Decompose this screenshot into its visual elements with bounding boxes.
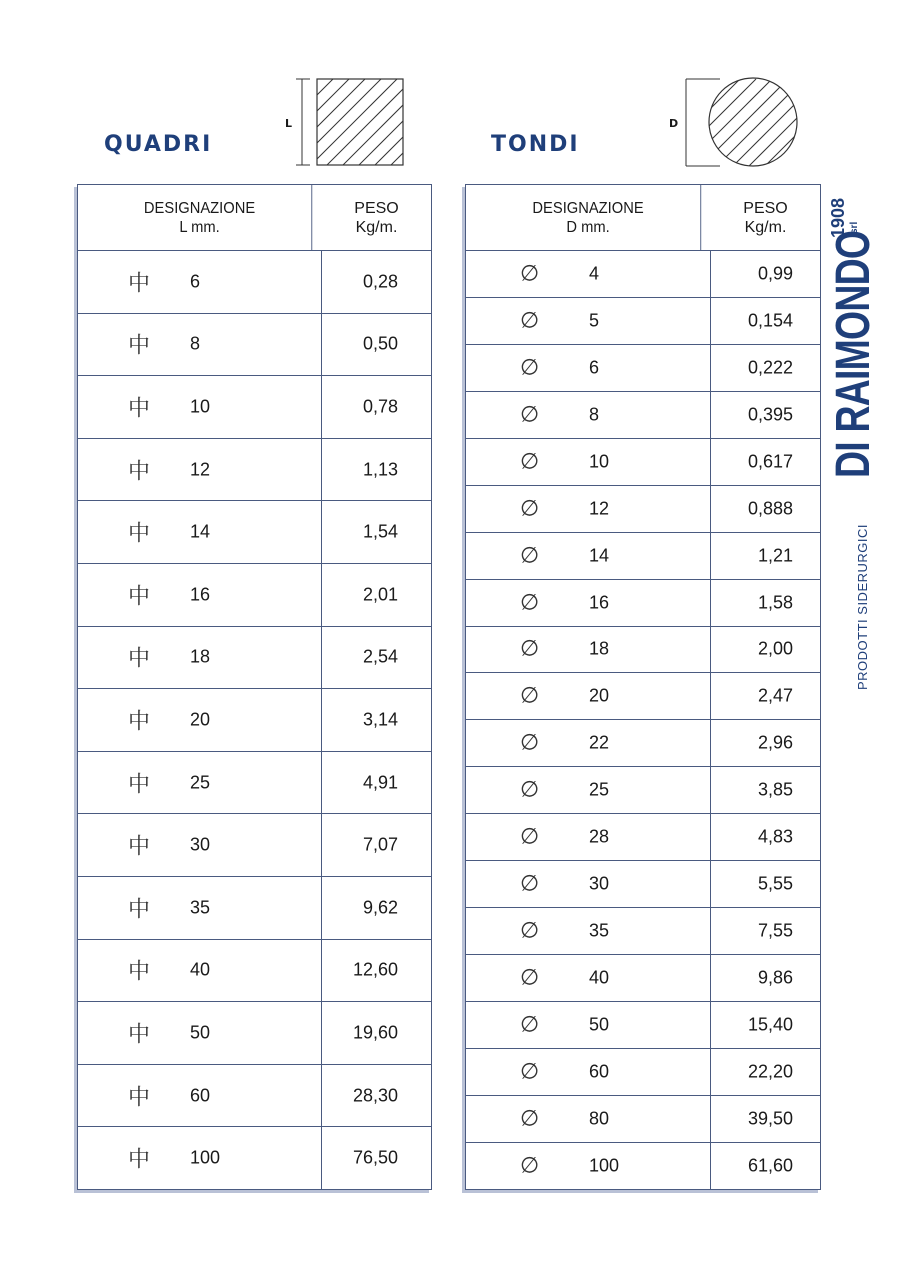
diameter-icon: ∅ bbox=[520, 777, 540, 803]
square-section-icon: 中 bbox=[128, 584, 151, 610]
tondi-size: 80 bbox=[589, 1108, 610, 1129]
tondi-size: 30 bbox=[589, 873, 610, 894]
quadri-size: 16 bbox=[190, 584, 211, 605]
tondi-header-des-line2: D mm. bbox=[566, 218, 610, 236]
tondi-table bbox=[465, 184, 821, 1190]
tondi-table-row bbox=[466, 627, 820, 674]
quadri-size: 14 bbox=[190, 521, 211, 542]
tondi-header-peso bbox=[711, 185, 820, 250]
tondi-table-row bbox=[466, 1002, 820, 1049]
tondi-weight: 5,55 bbox=[757, 873, 793, 894]
tondi-table-row bbox=[466, 392, 820, 439]
quadri-size: 100 bbox=[190, 1147, 221, 1168]
tondi-size: 12 bbox=[589, 498, 610, 519]
tondi-table-row bbox=[466, 814, 820, 861]
diameter-icon: ∅ bbox=[520, 590, 540, 616]
quadri-size: 60 bbox=[190, 1085, 211, 1106]
quadri-table-row bbox=[78, 251, 431, 314]
brand-year: 1908 bbox=[828, 197, 848, 238]
square-section-icon: 中 bbox=[128, 1147, 151, 1173]
square-section-icon: 中 bbox=[128, 521, 151, 547]
square-section-icon: 中 bbox=[128, 459, 151, 485]
square-section-icon: 中 bbox=[128, 709, 151, 735]
tondi-weight: 1,21 bbox=[757, 545, 793, 566]
tondi-table-header bbox=[466, 185, 820, 251]
quadri-size: 12 bbox=[190, 459, 211, 480]
square-section-icon: 中 bbox=[128, 1022, 151, 1048]
quadri-dim-label: L bbox=[285, 117, 293, 130]
quadri-title: QUADRI bbox=[104, 132, 213, 157]
quadri-weight: 19,60 bbox=[352, 1022, 398, 1043]
diameter-icon: ∅ bbox=[520, 636, 540, 662]
tondi-table-row bbox=[466, 955, 820, 1002]
tondi-rows bbox=[466, 251, 820, 1189]
diameter-icon: ∅ bbox=[520, 449, 540, 475]
quadri-rows bbox=[78, 251, 431, 1189]
brand-name: DI RAIMONDO bbox=[827, 230, 880, 478]
tondi-table-row bbox=[466, 673, 820, 720]
tondi-size: 5 bbox=[589, 310, 600, 331]
tondi-weight: 39,50 bbox=[747, 1108, 793, 1129]
tondi-title: TONDI bbox=[491, 132, 580, 157]
tondi-header-peso-line1: PESO bbox=[743, 199, 788, 217]
quadri-weight: 2,01 bbox=[362, 584, 398, 605]
quadri-table-row bbox=[78, 501, 431, 564]
quadri-table bbox=[77, 184, 432, 1190]
tondi-table-row bbox=[466, 533, 820, 580]
tondi-size: 16 bbox=[589, 592, 610, 613]
quadri-table-row bbox=[78, 314, 431, 377]
tondi-size: 6 bbox=[589, 357, 600, 378]
diameter-icon: ∅ bbox=[520, 824, 540, 850]
quadri-table-row bbox=[78, 1002, 431, 1065]
quadri-header-peso-line1: PESO bbox=[354, 199, 399, 217]
tondi-table-row bbox=[466, 1096, 820, 1143]
diameter-icon: ∅ bbox=[520, 1059, 540, 1085]
tondi-header-designazione bbox=[476, 185, 701, 250]
diameter-icon: ∅ bbox=[520, 543, 540, 569]
quadri-header-des-line2: L mm. bbox=[179, 218, 220, 236]
tondi-weight: 0,617 bbox=[747, 451, 793, 472]
tondi-size: 22 bbox=[589, 732, 610, 753]
diameter-icon: ∅ bbox=[520, 730, 540, 756]
quadri-weight: 28,30 bbox=[352, 1085, 398, 1106]
tondi-table-row bbox=[466, 345, 820, 392]
tondi-table-row bbox=[466, 767, 820, 814]
quadri-weight: 12,60 bbox=[352, 959, 398, 980]
tondi-size: 14 bbox=[589, 545, 610, 566]
tondi-table-row bbox=[466, 908, 820, 955]
tondi-size: 8 bbox=[589, 404, 600, 425]
square-section-icon: 中 bbox=[128, 1085, 151, 1111]
quadri-table-row bbox=[78, 752, 431, 815]
tondi-table-row bbox=[466, 298, 820, 345]
diameter-icon: ∅ bbox=[520, 1012, 540, 1038]
quadri-table-row bbox=[78, 1127, 431, 1189]
square-section-icon: 中 bbox=[128, 396, 151, 422]
tondi-weight: 2,96 bbox=[757, 732, 793, 753]
tondi-table-row bbox=[466, 580, 820, 627]
quadri-weight: 2,54 bbox=[362, 646, 398, 667]
square-section-icon: 中 bbox=[128, 333, 151, 359]
tondi-weight: 61,60 bbox=[747, 1155, 793, 1176]
tondi-weight: 0,222 bbox=[747, 357, 793, 378]
tondi-table-row bbox=[466, 1049, 820, 1096]
brand-tagline: PRODOTTI SIDERURGICI bbox=[855, 523, 870, 690]
square-section-icon: 中 bbox=[128, 897, 151, 923]
diameter-icon: ∅ bbox=[520, 496, 540, 522]
tondi-weight: 0,154 bbox=[747, 310, 793, 331]
tondi-weight: 0,888 bbox=[747, 498, 793, 519]
tondi-weight: 22,20 bbox=[747, 1061, 793, 1082]
quadri-size: 40 bbox=[190, 959, 211, 980]
quadri-size: 10 bbox=[190, 396, 211, 417]
quadri-size: 35 bbox=[190, 897, 211, 918]
quadri-header-des-line1: DESIGNAZIONE bbox=[143, 199, 256, 217]
quadri-size: 20 bbox=[190, 709, 211, 730]
tondi-size: 28 bbox=[589, 826, 610, 847]
quadri-size: 18 bbox=[190, 646, 211, 667]
quadri-table-row bbox=[78, 877, 431, 940]
quadri-table-row bbox=[78, 940, 431, 1003]
quadri-header-designazione bbox=[88, 185, 312, 250]
tondi-weight: 2,00 bbox=[757, 638, 793, 659]
tondi-size: 60 bbox=[589, 1061, 610, 1082]
quadri-size: 8 bbox=[190, 333, 201, 354]
tondi-header-peso-line2: Kg/m. bbox=[744, 218, 787, 236]
diameter-icon: ∅ bbox=[520, 683, 540, 709]
quadri-table-row bbox=[78, 814, 431, 877]
tondi-table-row bbox=[466, 861, 820, 908]
quadri-weight: 0,28 bbox=[362, 271, 398, 292]
tondi-size: 100 bbox=[589, 1155, 620, 1176]
quadri-table-row bbox=[78, 689, 431, 752]
quadri-table-header bbox=[78, 185, 431, 251]
quadri-weight: 1,54 bbox=[362, 521, 398, 542]
square-section-icon: 中 bbox=[128, 646, 151, 672]
diameter-icon: ∅ bbox=[520, 402, 540, 428]
tondi-table-row bbox=[466, 720, 820, 767]
tondi-table-row bbox=[466, 251, 820, 298]
square-section-icon: 中 bbox=[128, 772, 151, 798]
tondi-weight: 0,99 bbox=[757, 263, 793, 284]
tondi-size: 25 bbox=[589, 779, 610, 800]
tondi-weight: 1,58 bbox=[757, 592, 793, 613]
tondi-size: 40 bbox=[589, 967, 610, 988]
tondi-size: 4 bbox=[589, 263, 600, 284]
quadri-weight: 0,50 bbox=[362, 333, 398, 354]
quadri-weight: 7,07 bbox=[362, 834, 398, 855]
tondi-size: 18 bbox=[589, 638, 610, 659]
diameter-icon: ∅ bbox=[520, 965, 540, 991]
diameter-icon: ∅ bbox=[520, 308, 540, 334]
diameter-icon: ∅ bbox=[520, 1153, 540, 1179]
tondi-table-row bbox=[466, 1143, 820, 1189]
quadri-header-peso bbox=[322, 185, 431, 250]
tondi-table-row bbox=[466, 439, 820, 486]
diameter-icon: ∅ bbox=[520, 1106, 540, 1132]
tondi-size: 50 bbox=[589, 1014, 610, 1035]
tondi-size: 10 bbox=[589, 451, 610, 472]
tondi-size: 35 bbox=[589, 920, 610, 941]
tondi-header-des-line1: DESIGNAZIONE bbox=[532, 199, 644, 217]
square-section-icon: 中 bbox=[128, 271, 151, 297]
quadri-weight: 3,14 bbox=[362, 709, 398, 730]
quadri-table-row bbox=[78, 376, 431, 439]
diameter-icon: ∅ bbox=[520, 355, 540, 381]
tondi-weight: 7,55 bbox=[757, 920, 793, 941]
tondi-weight: 15,40 bbox=[747, 1014, 793, 1035]
quadri-size: 25 bbox=[190, 772, 211, 793]
diameter-icon: ∅ bbox=[520, 871, 540, 897]
brand-logo bbox=[826, 178, 880, 478]
tondi-weight: 2,47 bbox=[757, 685, 793, 706]
tondi-size: 20 bbox=[589, 685, 610, 706]
round-bar-diagram bbox=[680, 76, 804, 170]
square-section-icon: 中 bbox=[128, 959, 151, 985]
quadri-weight: 9,62 bbox=[362, 897, 398, 918]
diameter-icon: ∅ bbox=[520, 261, 540, 287]
tondi-weight: 9,86 bbox=[757, 967, 793, 988]
quadri-table-row bbox=[78, 439, 431, 502]
tondi-weight: 3,85 bbox=[757, 779, 793, 800]
square-section-icon: 中 bbox=[128, 834, 151, 860]
quadri-size: 6 bbox=[190, 271, 201, 292]
quadri-size: 30 bbox=[190, 834, 211, 855]
tondi-table-row bbox=[466, 486, 820, 533]
quadri-weight: 1,13 bbox=[362, 459, 398, 480]
square-bar-diagram bbox=[292, 76, 408, 168]
quadri-table-row bbox=[78, 564, 431, 627]
diameter-icon: ∅ bbox=[520, 918, 540, 944]
quadri-weight: 4,91 bbox=[362, 772, 398, 793]
quadri-table-row bbox=[78, 1065, 431, 1128]
tondi-weight: 0,395 bbox=[747, 404, 793, 425]
brand-suffix: srl bbox=[849, 221, 860, 234]
tondi-dim-label: D bbox=[669, 117, 679, 130]
quadri-weight: 76,50 bbox=[352, 1147, 398, 1168]
quadri-table-row bbox=[78, 627, 431, 690]
quadri-header-peso-line2: Kg/m. bbox=[355, 218, 398, 236]
quadri-weight: 0,78 bbox=[362, 396, 398, 417]
quadri-size: 50 bbox=[190, 1022, 211, 1043]
tondi-weight: 4,83 bbox=[757, 826, 793, 847]
